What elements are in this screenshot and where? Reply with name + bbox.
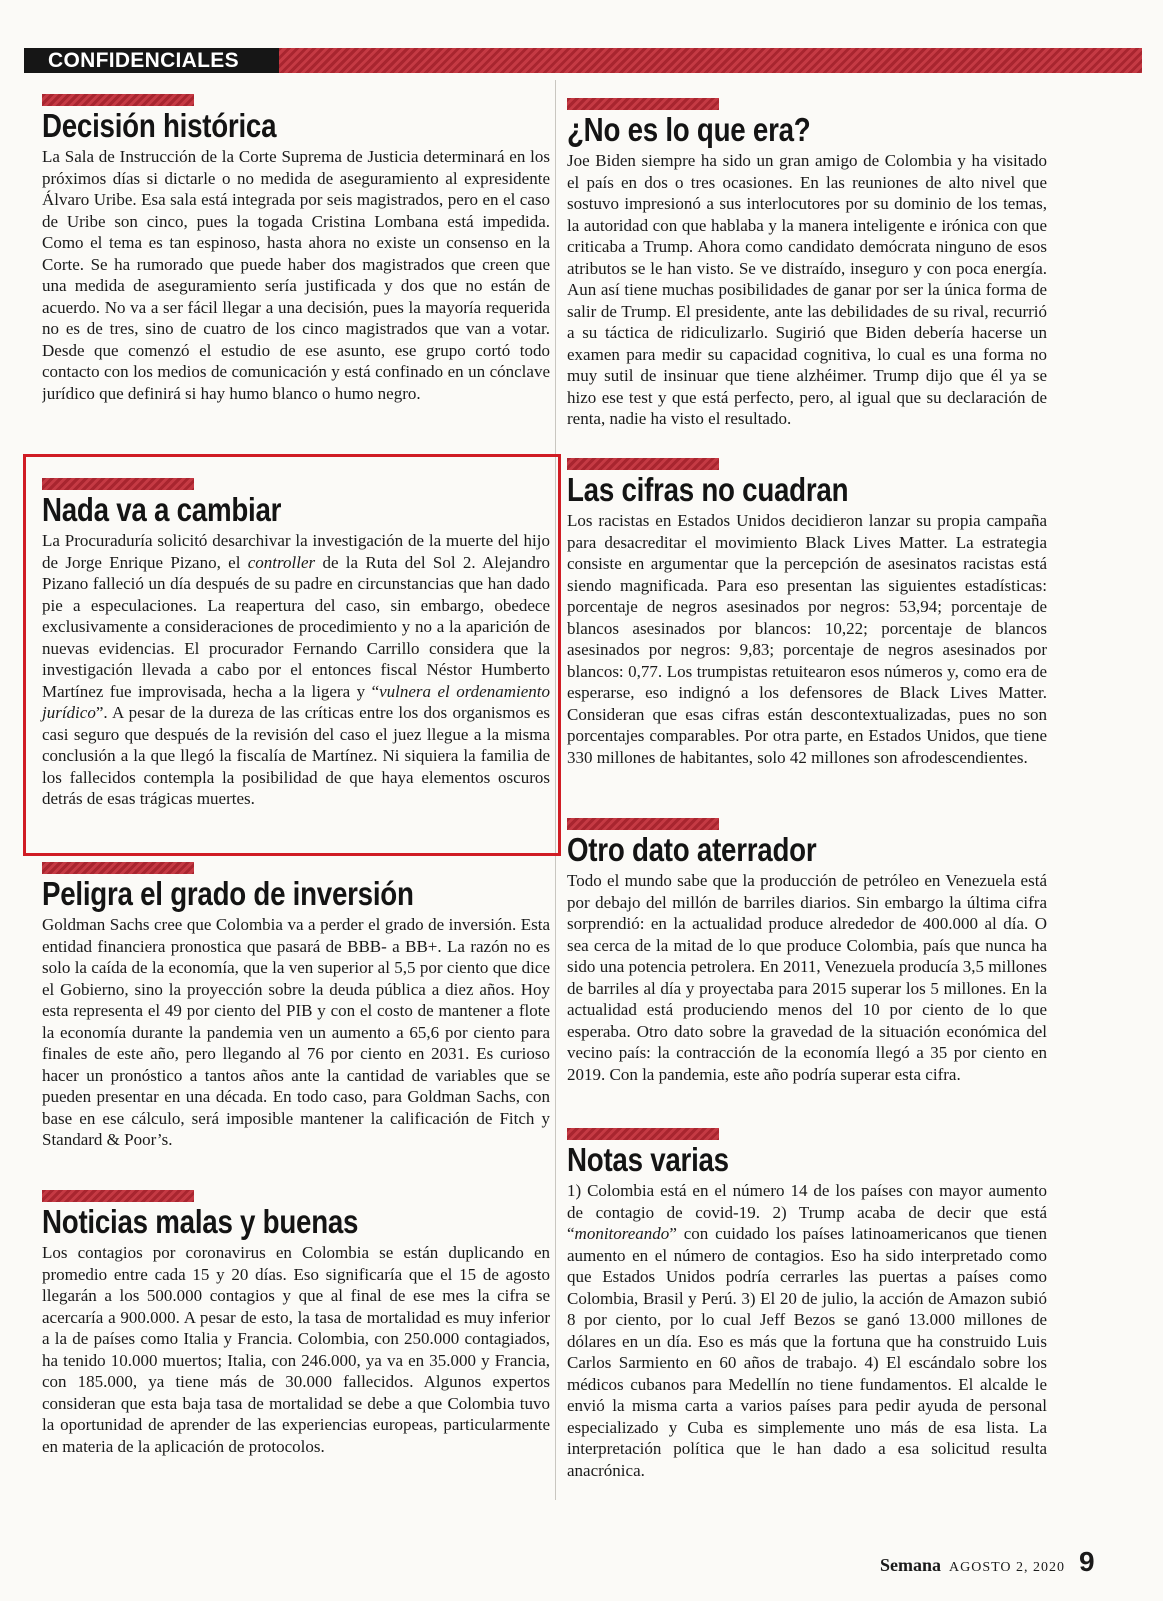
article-body: Goldman Sachs cree que Colombia va a perder el grado de inversión. Esta entidad financiera pronostica que pasará de BBB- a BB+. La razón no es solo la caída de la economía, que la ven superior al 5,5 por ciento que dice el Gobierno, sino la proyección sobre la deuda pública a diez años. Hoy esta representa el 49 por ciento del PIB y con el costo de mantener a flote la economía durante la pandemia ven un aumento a 65,6 por ciento para finales de este año, pero llegando al 76 por ciento en 2031. Es curioso hacer un pronóstico a tantos años ante la cantidad de variables que se pueden presentar en una década. En todo caso, para Goldman Sachs, con base en ese cálculo, será imposible mantener la calificación de Fitch y Standard & Poor’s. [42, 915, 550, 1149]
article-peligra-grado-inversion [42, 862, 550, 1151]
headline: ¿No es lo que era? [567, 111, 811, 148]
article-notas-varias [567, 1128, 1047, 1481]
headline-accent-bar [567, 818, 719, 830]
headline-accent-bar [567, 1128, 719, 1140]
article-nada-va-a-cambiar [42, 478, 550, 810]
article-otro-dato-aterrador [567, 818, 1047, 1085]
headline-accent-bar [42, 478, 194, 490]
headline: Decisión histórica [42, 107, 277, 144]
section-label: CONFIDENCIALES [24, 48, 279, 73]
headline-accent-bar [567, 458, 719, 470]
headline: Noticias malas y buenas [42, 1203, 359, 1240]
headline: Peligra el grado de inversión [42, 875, 414, 912]
article-body: La Sala de Instrucción de la Corte Suprema de Justicia determinará en los próximos días si dictarle o no medida de aseguramiento al expresidente Álvaro Uribe. Esa sala está integrada por seis magistrados, pero en el caso de Uribe son cinco, pues la togada Cristina Lombana está impedida. Como el tema es tan espinoso, hasta ahora no existe un consenso en la Corte. Se ha rumorado que puede haber dos magistrados que creen que una medida de aseguramiento sería justificada y dos que no están de acuerdo. No va a ser fácil llegar a una decisión, pues la mayoría requerida no es de tres, sino de cuatro de los cinco magistrados que van a votar. Desde que comenzó el estudio de ese asunto, ese grupo cortó todo contacto con los medios de comunicación y está confinado en un cónclave jurídico que definirá si hay humo blanco o humo negro. [42, 147, 550, 403]
article-las-cifras-no-cuadran [567, 458, 1047, 768]
magazine-brand: Semana [880, 1555, 942, 1575]
page-number: 9 [1079, 1546, 1095, 1577]
article-body: Joe Biden siempre ha sido un gran amigo de Colombia y ha visitado el país en dos o tres ocasiones. En las reuniones de alto nivel que sostuvo impresionó a sus interlocutores por su dominio de los temas, la autoridad con que hablaba y la manera inteligente e irónica con que criticaba a Trump. Ahora como candidato demócrata ninguno de esos atributos se le han visto. Se ve distraído, inseguro y con poca energía. Aun así tiene muchas posibilidades de ganar por ser la única forma de salir de Trump. El presidente, ante las debilidades de su rival, recurrió a su táctica de ridiculizarlo. Sugirió que Biden debería hacerse un examen para medir su capacidad cognitiva, lo cual es una forma no muy sutil de insinuar que tiene alzhéimer. Trump dijo que él ya se hizo ese test y que está perfecto, pero, al igual que su declaración de renta, nadie ha visto el resultado. [567, 151, 1047, 428]
article-body: Todo el mundo sabe que la producción de petróleo en Venezuela está por debajo del millón de barriles diarios. Sin embargo la última cifra sorprendió: en la actualidad produce alrededor de 400.000 al día. O sea cerca de la mitad de lo que produce Colombia, país que nunca ha sido una potencia petrolera. En 2011, Venezuela producía 3,5 millones de barriles al día y proyectaba para 2015 superar los 5 millones. En la actualidad está produciendo menos del 10 por ciento de lo que esperaba. Otro dato sobre la gravedad de la situación económica del vecino país: la contracción de la economía llegó a 35 por ciento en 2019. Con la pandemia, este año podría superar esta cifra. [567, 871, 1047, 1084]
article-body: La Procuraduría solicitó desarchivar la investigación de la muerte del hijo de Jorge Enrique Pizano, el controller de la Ruta del Sol 2. Alejandro Pizano falleció un día después de su padre en circunstancias que han dado pie a especulaciones. La reapertura del caso, sin embargo, obedece exclusivamente a consideraciones de procedimiento y no a la aparición de nuevas evidencias. El procurador Fernando Carrillo considera que la investigación llevada a cabo por el entonces fiscal Néstor Humberto Martínez fue improvisada, hecha a la ligera y “vulnera el ordenamiento jurídico”. A pesar de la dureza de las críticas entre los dos organismos es casi seguro que después de la revisión del caso el juez llegue a la misma conclusión a la que llegó la fiscalía de Martínez. Ni siquiera la familia de los fallecidos contempla la posibilidad de que haya elementos oscuros detrás de esas trágicas muertes. [42, 531, 550, 808]
headline: Las cifras no cuadran [567, 471, 849, 508]
article-decision-historica [42, 94, 550, 453]
italic-term: monitoreando [574, 1224, 670, 1243]
article-no-es-lo-que-era [567, 98, 1047, 430]
page-footer [880, 1546, 1095, 1578]
article-noticias-malas-buenas [42, 1190, 550, 1457]
headline-accent-bar [42, 1190, 194, 1202]
italic-term: controller [247, 552, 316, 572]
headline-accent-bar [42, 862, 194, 874]
headline-accent-bar [567, 98, 719, 110]
italic-quote: vulnera el ordenamiento jurídico [42, 681, 550, 722]
headline-accent-bar [42, 94, 194, 106]
section-banner [24, 48, 1142, 73]
issue-date: AGOSTO 2, 2020 [949, 1560, 1066, 1575]
headline: Notas varias [567, 1141, 729, 1178]
headline: Nada va a cambiar [42, 491, 282, 528]
article-body: 1) Colombia está en el número 14 de los países con mayor aumento de contagio de covid-19. 2) Trump acaba de decir que está “monitoreando” con cuidado los países latinoamericanos que tienen aumento en el número de contagios. Eso ha sido interpretado como que Estados Unidos podría cerrarles las puertas a países como Colombia, Brasil y Perú. 3) El 20 de julio, la acción de Amazon subió 8 por ciento, por lo cual Jeff Bezos se ganó 13.000 millones de dólares en un día. Eso es más que la fortuna que ha construido Luis Carlos Sarmiento en 60 años de trabajo. 4) El escándalo sobre los médicos cubanos para Medellín no tiene fundamentos. El alcalde le envió la misma carta a varios países para pedir ayuda de personal especializado y Cuba es simplemente uno más de esa lista. La interpretación política que le han dado a esa solicitud resulta anacrónica. [567, 1181, 1047, 1480]
article-body: Los contagios por coronavirus en Colombia se están duplicando en promedio entre cada 15 y 20 días. Eso significaría que el 15 de agosto llegarán a los 500.000 contagios y que al final de ese mes la cifra se acercaría a 900.000. A pesar de esto, la tasa de mortalidad es muy inferior a la de países como Italia y Francia. Colombia, con 250.000 contagiados, ha tenido 10.000 muertos; Italia, con 246.000, ya va en 35.000 y Francia, con 185.000, ya tiene más de 30.000 fallecidos. Algunos expertos consideran que esta baja tasa de mortalidad se debe a que Colombia tuvo la oportunidad de aprender de las experiencias europeas, particularmente en materia de la aplicación de protocolos. [42, 1243, 550, 1456]
article-body: Los racistas en Estados Unidos decidieron lanzar su propia campaña para desacreditar el movimiento Black Lives Matter. La estrategia consiste en argumentar que la percepción de asesinatos racistas está siendo magnificada. Para eso presentan las siguientes estadísticas: porcentaje de negros asesinados por negros: 53,94; porcentaje de blancos asesinados por blancos: 10,22; porcentaje de blancos asesinados por negros: 9,83; porcentaje de negros asesinados por blancos: 0,77. Los trumpistas retuitearon esos números y, como era de esperarse, eso indignó a los defensores de Black Lives Matter. Consideran que esas cifras están descontextualizadas, pues no son porcentajes comparables. Por otra parte, en Estados Unidos, que tiene 330 millones de habitantes, solo 42 millones son afrodescendientes. [567, 511, 1047, 767]
headline: Otro dato aterrador [567, 831, 817, 868]
